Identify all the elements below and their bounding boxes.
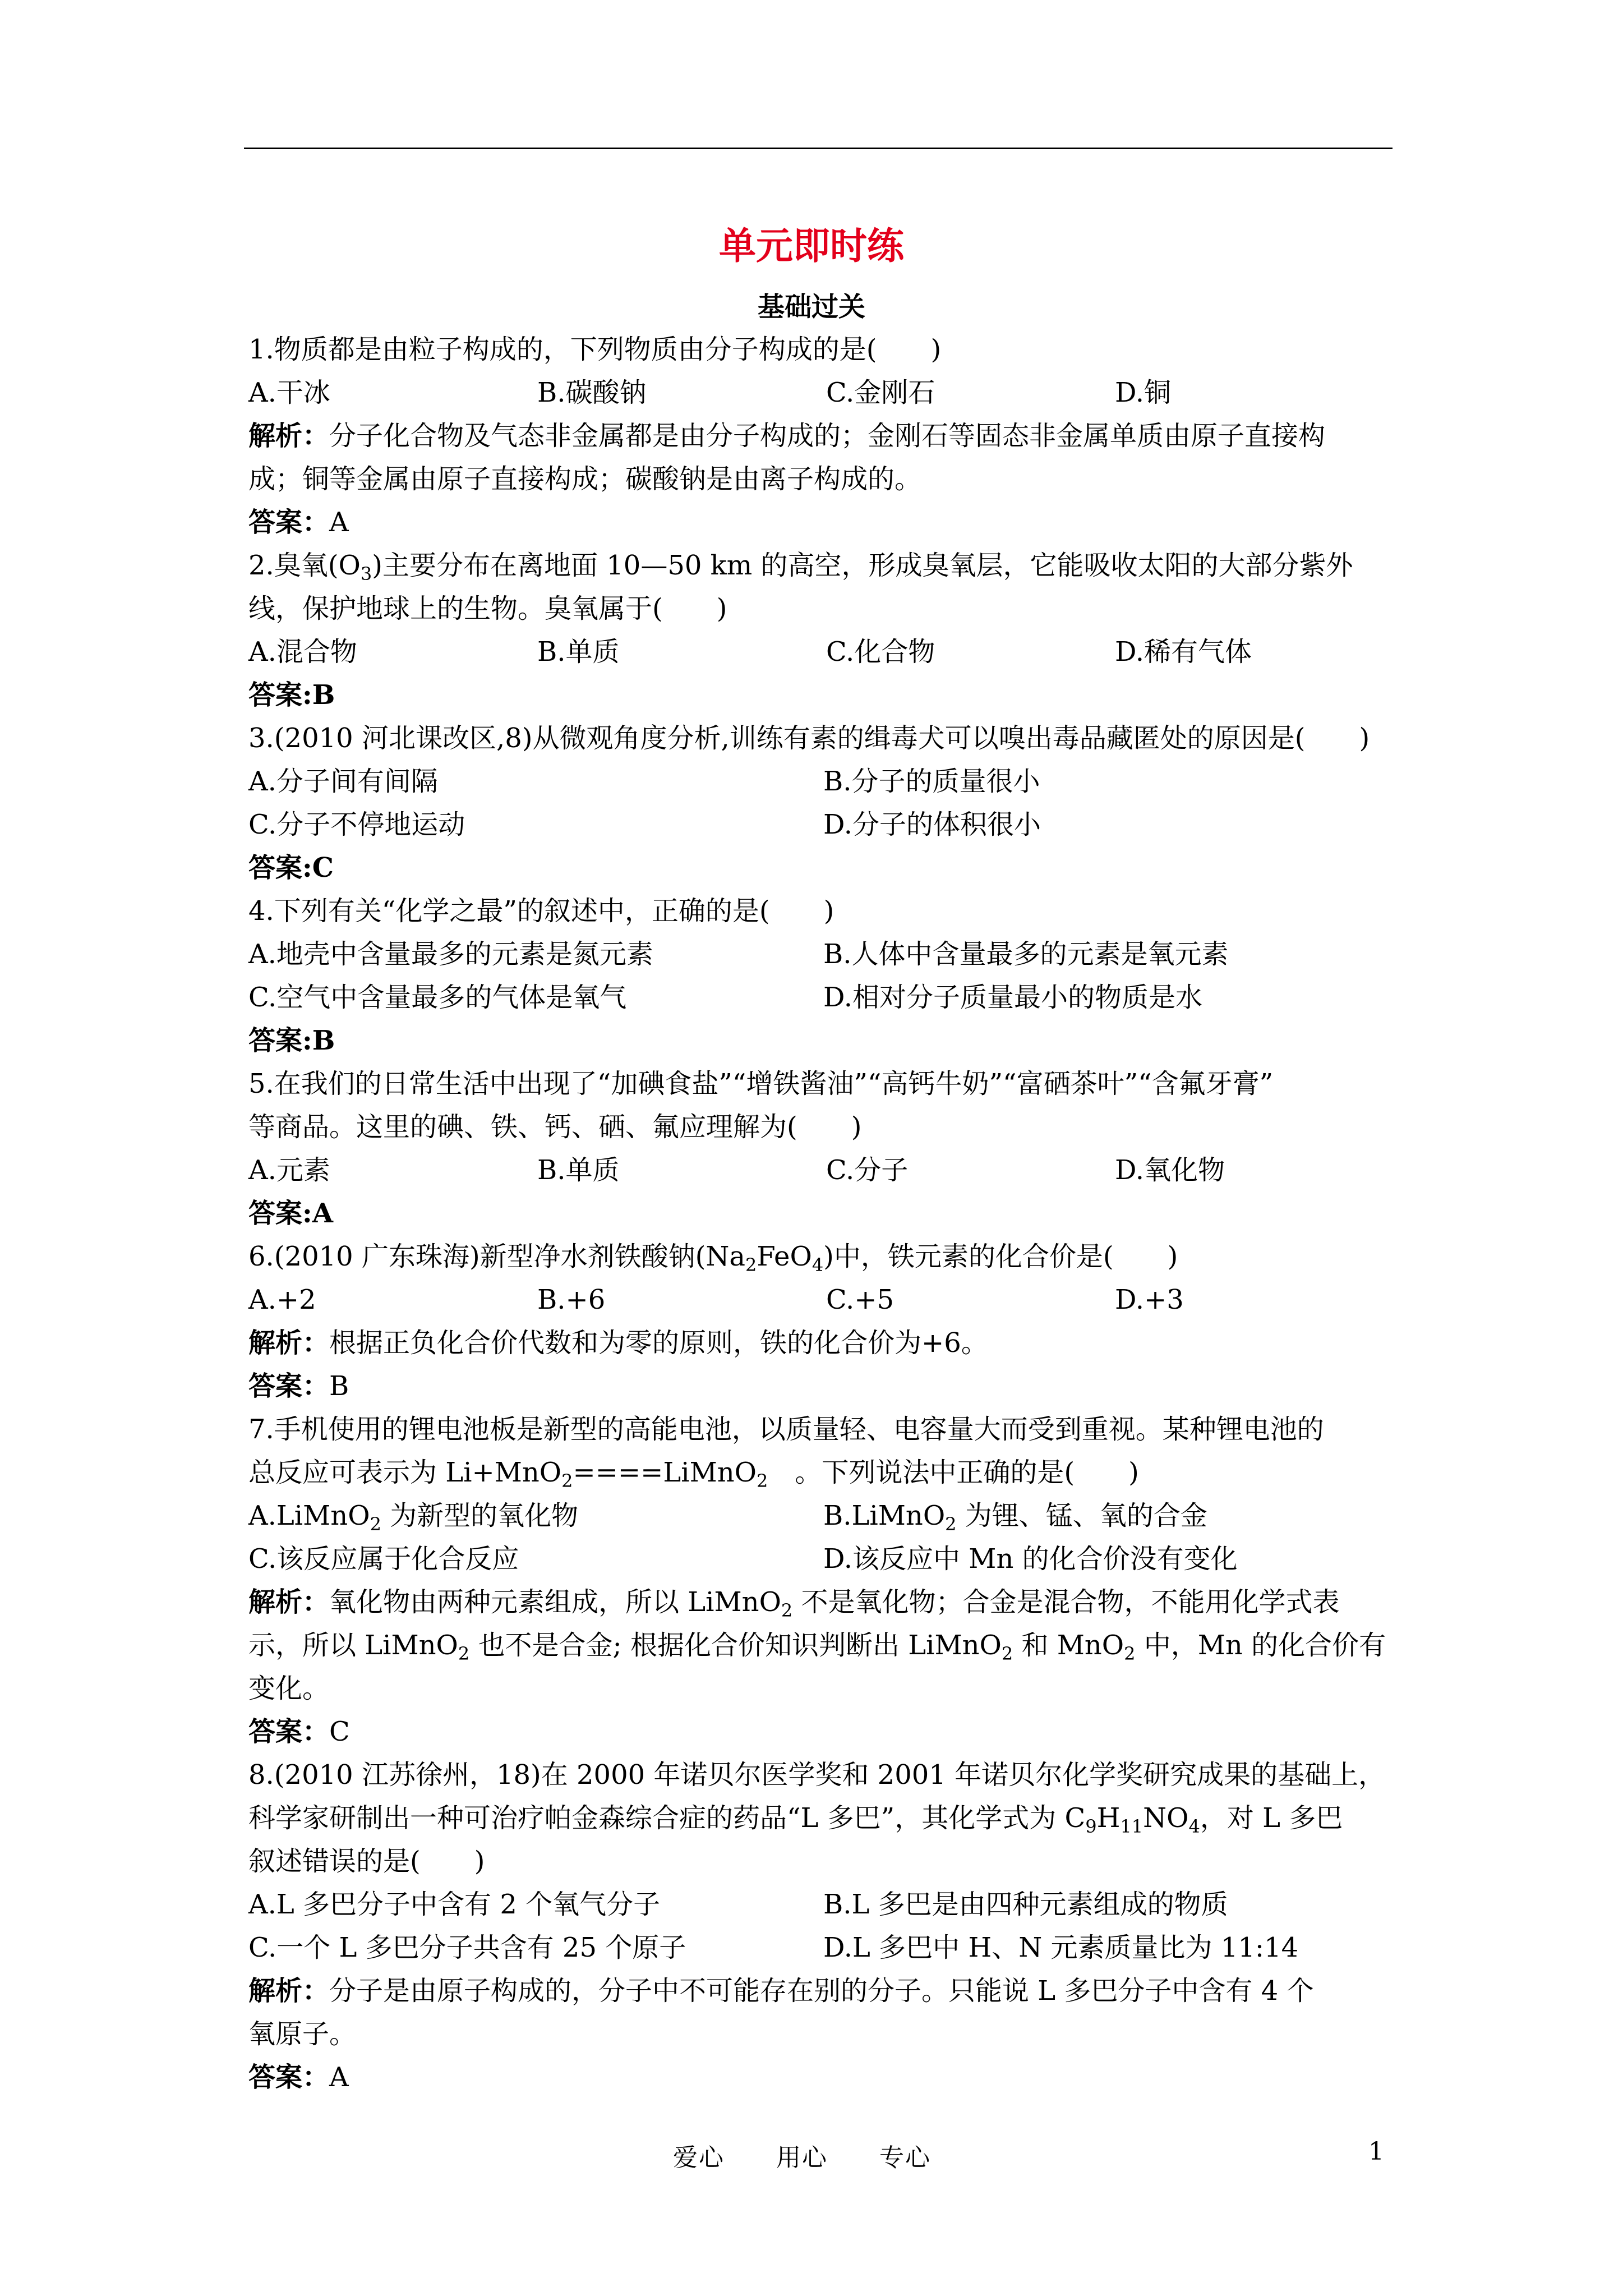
question-5-answer: 答案:A — [248, 1198, 333, 1229]
option-c: C.+5 — [826, 1284, 895, 1315]
option-c: C.分子不停地运动 — [248, 809, 465, 840]
question-8-answer: 答案：A — [248, 2062, 349, 2093]
option-d: D.L 多巴中 H、N 元素质量比为 11:14 — [823, 1932, 1299, 1963]
answer-label: 答案： — [248, 2062, 330, 2093]
question-7-options-row2 — [248, 1538, 1426, 1581]
option-b: B.分子的质量很小 — [823, 766, 1040, 797]
question-7-stem: 7.手机使用的锂电池板是新型的高能电池，以质量轻、电容量大而受到重视。某种锂电池的 — [248, 1414, 1324, 1445]
option-c: C.一个 L 多巴分子共含有 25 个原子 — [248, 1932, 686, 1963]
option-c: C.空气中含量最多的气体是氧气 — [248, 982, 627, 1013]
motto-1: 爱心 — [673, 2143, 725, 2172]
question-8-options-row1 — [248, 1883, 1426, 1926]
question-1-answer: 答案：A — [248, 507, 349, 538]
option-a: A.地壳中含量最多的元素是氮元素 — [248, 938, 653, 970]
question-6-analysis: 解析：根据正负化合价代数和为零的原则，铁的化合价为+6。 — [248, 1327, 988, 1359]
option-a: A.混合物 — [248, 636, 357, 668]
motto-2: 用心 — [776, 2143, 828, 2172]
option-c: C.该反应属于化合反应 — [248, 1543, 519, 1575]
question-1-options — [248, 371, 1426, 415]
question-1-stem: 1.物质都是由粒子构成的，下列物质由分子构成的是( ) — [248, 334, 942, 365]
question-4-stem: 4.下列有关“化学之最”的叙述中，正确的是( ) — [248, 895, 834, 927]
footer-motto — [673, 2137, 983, 2173]
question-7-answer: 答案：C — [248, 1716, 350, 1747]
page-title: 单元即时练 — [719, 224, 904, 268]
option-b: B.人体中含量最多的元素是氧元素 — [823, 938, 1229, 970]
option-b: B.碳酸钠 — [537, 377, 647, 408]
question-6-stem: 6.(2010 广东珠海)新型净水剂铁酸钠$(Na_2FeO_4)$中，铁元素的化合价是( ) — [248, 1241, 1178, 1276]
option-a: A.元素 — [248, 1154, 330, 1186]
option-c: C.化合物 — [826, 636, 935, 668]
question-2-stem: 2.臭氧$(O_3)$主要分布在离地面 10—50 km 的高空，形成臭氧层，它能吸收太阳的大部分紫外 — [248, 550, 1353, 585]
option-a: A.分子间有间隔 — [248, 766, 438, 797]
question-4-options-row2 — [248, 976, 1426, 1019]
question-8-stem: 8.(2010 江苏徐州，18)在 2000 年诺贝尔医学奖和 2001 年诺贝尔化学奖研究成果的基础上， — [248, 1759, 1386, 1791]
option-b: B.+6 — [537, 1284, 606, 1315]
motto-3: 专心 — [879, 2143, 931, 2172]
question-3-options-row2 — [248, 803, 1426, 846]
question-7-options-row1 — [248, 1494, 1426, 1538]
question-list — [248, 328, 1426, 2099]
question-2-answer: 答案:B — [248, 679, 335, 711]
option-b: B.L 多巴是由四种元素组成的物质 — [823, 1889, 1228, 1920]
question-8-stem-cont: 科学家研制出一种可治疗帕金森综合症的药品“L 多巴”，其化学式为 $C_9H_{11}NO_4$，对 L 多巴 — [248, 1802, 1343, 1837]
question-8-analysis-cont: 氧原子。 — [248, 2018, 357, 2050]
question-7-analysis-cont: 示，所以 LiMnO$_2$ 也不是合金; 根据化合价知识判断出 LiMnO$_2$ 和 MnO$_2$ 中，Mn 的化合价有 — [248, 1630, 1386, 1664]
page-number: 1 — [1368, 2137, 1384, 2166]
question-7-analysis-end: 变化。 — [248, 1673, 330, 1704]
option-d: D.该反应中 Mn 的化合价没有变化 — [823, 1543, 1238, 1575]
answer-label: 答案： — [248, 1370, 330, 1402]
question-8-options-row2 — [248, 1926, 1426, 1970]
option-a: A.干冰 — [248, 377, 330, 408]
option-d: D.+3 — [1115, 1284, 1184, 1315]
analysis-label: 解析： — [248, 1586, 330, 1618]
question-2-stem-cont: 线，保护地球上的生物。臭氧属于( ) — [248, 593, 727, 624]
question-3-answer: 答案:C — [248, 852, 334, 884]
answer-label: 答案： — [248, 507, 330, 538]
question-4-answer: 答案:B — [248, 1025, 335, 1056]
question-6-options — [248, 1278, 1426, 1322]
question-5-stem-cont: 等商品。这里的碘、铁、钙、硒、氟应理解为( ) — [248, 1111, 862, 1143]
question-7-stem-cont: 总反应可表示为 Li+MnO$_2$====LiMnO$_2$ 。下列说法中正确的是( ) — [248, 1457, 1139, 1492]
analysis-label: 解析： — [248, 1327, 330, 1359]
question-8-stem-end: 叙述错误的是( ) — [248, 1846, 485, 1877]
question-1-analysis: 解析：分子化合物及气态非金属都是由分子构成的；金刚石等固态非金属单质由原子直接构 — [248, 420, 1326, 452]
option-a: A.L 多巴分子中含有 2 个氧气分子 — [248, 1889, 661, 1920]
question-8-analysis: 解析：分子是由原子构成的，分子中不可能存在别的分子。只能说 L 多巴分子中含有 4 个 — [248, 1975, 1314, 2007]
question-7-analysis: 解析：氧化物由两种元素组成，所以 LiMnO$_2$ 不是氧化物；合金是混合物，不能用化学式表 — [248, 1586, 1340, 1621]
question-1-analysis-cont: 成；铜等金属由原子直接构成；碳酸钠是由离子构成的。 — [248, 463, 922, 495]
option-d: D.铜 — [1115, 377, 1172, 408]
option-b: B.LiMnO$_2$ 为锂、锰、氧的合金 — [823, 1500, 1207, 1535]
question-6-answer: 答案：B — [248, 1370, 349, 1402]
option-b: B.单质 — [537, 1154, 620, 1186]
question-3-options-row1 — [248, 760, 1426, 803]
section-heading: 基础过关 — [757, 291, 865, 323]
option-b: B.单质 — [537, 636, 620, 668]
question-5-options — [248, 1149, 1426, 1192]
question-4-options-row1 — [248, 933, 1426, 976]
header-rule — [244, 148, 1393, 149]
option-a: A.LiMnO$_2$ 为新型的氧化物 — [248, 1500, 579, 1535]
option-c: C.金刚石 — [826, 377, 935, 408]
option-d: D.分子的体积很小 — [823, 809, 1041, 840]
question-3-stem: 3.(2010 河北课改区,8)从微观角度分析,训练有素的缉毒犬可以嗅出毒品藏匿处的原因是( ) — [248, 723, 1370, 754]
question-5-stem: 5.在我们的日常生活中出现了“加碘食盐”“增铁酱油”“高钙牛奶”“富硒茶叶”“含氟牙膏” — [248, 1068, 1274, 1099]
option-d: D.稀有气体 — [1115, 636, 1252, 668]
analysis-label: 解析： — [248, 420, 330, 452]
question-2-options — [248, 631, 1426, 674]
option-d: D.氧化物 — [1115, 1154, 1225, 1186]
option-d: D.相对分子质量最小的物质是水 — [823, 982, 1203, 1013]
option-a: A.+2 — [248, 1284, 316, 1315]
option-c: C.分子 — [826, 1154, 909, 1186]
analysis-label: 解析： — [248, 1975, 330, 2007]
answer-label: 答案： — [248, 1716, 330, 1747]
